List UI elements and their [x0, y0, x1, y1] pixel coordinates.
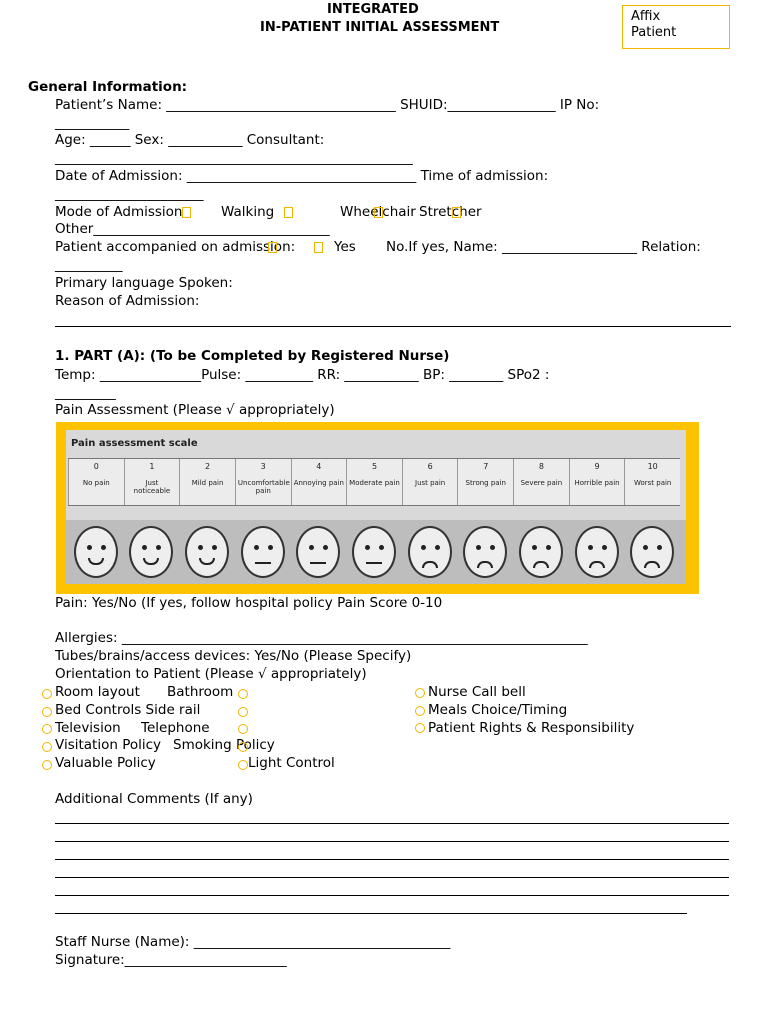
- face-eye: [156, 545, 161, 550]
- affix-label: Affix Patient: [631, 9, 677, 40]
- meals-choice: Meals Choice/Timing: [428, 702, 568, 718]
- telephone-radio[interactable]: [238, 724, 248, 734]
- pain-scale-number: 7: [483, 462, 489, 471]
- mode-stretcher: Stretcher: [419, 204, 482, 220]
- accompanied-yes-checkbox[interactable]: [314, 242, 323, 253]
- face-mouth: [589, 561, 605, 568]
- pain-faces-row: [66, 520, 686, 584]
- pain-face-icon: [129, 526, 173, 578]
- meals-radio[interactable]: [415, 706, 425, 716]
- allergies-line[interactable]: Allergies: _____________________________________________________________________: [55, 630, 588, 646]
- face-eye: [142, 545, 147, 550]
- face-eye: [212, 545, 217, 550]
- face-mouth: [422, 561, 438, 568]
- pain-assessment-label: Pain Assessment (Please √ appropriately): [55, 402, 335, 418]
- pain-face-icon: [630, 526, 674, 578]
- pain-scale-label: Horrible pain: [574, 479, 620, 487]
- face-eye: [87, 545, 92, 550]
- face-eye: [309, 545, 314, 550]
- bathroom-radio[interactable]: [238, 689, 248, 699]
- pain-scale-table: [68, 458, 680, 506]
- face-eye: [198, 545, 203, 550]
- pain-scale-label: Worst pain: [633, 479, 672, 487]
- face-mouth: [533, 561, 549, 568]
- pain-scale-label: Just noticeable: [133, 479, 171, 495]
- mode-walking: Walking: [221, 204, 275, 220]
- face-eye: [421, 545, 426, 550]
- form-title-line2: IN-PATIENT INITIAL ASSESSMENT: [260, 20, 500, 35]
- pain-yes-no-line: Pain: Yes/No (If yes, follow hospital policy Pain Score 0-10: [55, 595, 443, 611]
- pain-scale-cell[interactable]: [513, 459, 569, 505]
- bathroom: Bathroom: [167, 684, 234, 700]
- comment-line-2[interactable]: [55, 841, 729, 842]
- age-sex-line[interactable]: Age: ______ Sex: ___________ Consultant:: [55, 132, 325, 148]
- comment-line-6[interactable]: [55, 913, 687, 914]
- part-a-heading: 1. PART (A): (To be Completed by Registered Nurse): [55, 348, 450, 364]
- face-eye: [546, 545, 551, 550]
- face-eye: [435, 545, 440, 550]
- wheelchair-checkbox[interactable]: [374, 207, 383, 218]
- pain-scale-cell[interactable]: [291, 459, 347, 505]
- pain-face-icon: [352, 526, 396, 578]
- pain-scale-number: 8: [538, 462, 544, 471]
- face-eye: [532, 545, 537, 550]
- face-mouth: [644, 561, 660, 568]
- staff-nurse-line[interactable]: Staff Nurse (Name): ______________________________________: [55, 934, 451, 950]
- television-radio[interactable]: [42, 724, 52, 734]
- ip-no-line[interactable]: ___________: [55, 115, 130, 131]
- pain-face-icon: [296, 526, 340, 578]
- pain-scale-cell[interactable]: [624, 459, 680, 505]
- valuable-policy: Valuable Policy: [55, 755, 156, 771]
- light-radio[interactable]: [238, 760, 248, 770]
- visitation-radio[interactable]: [42, 742, 52, 752]
- affix-patient-label-box: [622, 5, 730, 49]
- pain-scale-title: Pain assessment scale: [71, 438, 198, 449]
- pain-scale-label: Strong pain: [465, 479, 506, 487]
- pain-scale-cell[interactable]: [179, 459, 235, 505]
- pain-scale-number: 1: [149, 462, 155, 471]
- accompanied-name-relation[interactable]: No.If yes, Name: ____________________ Relation:: [386, 239, 701, 255]
- pain-scale-number: 5: [371, 462, 378, 471]
- accompanied-label: Patient accompanied on admission:: [55, 239, 296, 255]
- reason-admission: Reason of Admission:: [55, 293, 200, 309]
- pain-scale-number: 10: [647, 462, 658, 471]
- pain-face-icon: [519, 526, 563, 578]
- bed-controls: Bed Controls Side rail: [55, 702, 201, 718]
- comment-line-1[interactable]: [55, 823, 729, 824]
- face-mouth: [88, 558, 104, 565]
- pain-scale-number: 2: [205, 462, 211, 471]
- pain-scale-cell[interactable]: [124, 459, 180, 505]
- telephone: Telephone: [141, 720, 210, 736]
- relation-line[interactable]: __________: [55, 257, 123, 273]
- pain-scale-label: Mild pain: [191, 479, 224, 487]
- face-mouth: [366, 562, 382, 564]
- room-layout-radio[interactable]: [42, 689, 52, 699]
- pain-scale-cell[interactable]: [402, 459, 458, 505]
- face-eye: [490, 545, 495, 550]
- accompanied-checkbox-1[interactable]: [268, 242, 277, 253]
- vitals-line[interactable]: Temp: _______________Pulse: __________ RR: ___________ BP: ________ SPo2 :: [55, 367, 550, 383]
- face-mouth: [310, 562, 326, 564]
- comment-line-3[interactable]: [55, 859, 729, 860]
- comment-line-4[interactable]: [55, 877, 729, 878]
- room-layout: Room layout: [55, 684, 140, 700]
- consultant-line[interactable]: _____________________________________________________: [55, 150, 413, 166]
- time-admission-line[interactable]: ______________________: [55, 186, 204, 202]
- visitation-policy: Visitation Policy: [55, 737, 162, 753]
- reason-rule[interactable]: [55, 326, 731, 327]
- mode-wheelchair: Wheelchair: [340, 204, 416, 220]
- pain-scale-cell[interactable]: [457, 459, 513, 505]
- pain-scale-image: [66, 430, 686, 584]
- pain-scale-label: Uncomfortable pain: [237, 479, 290, 495]
- side-rail-radio[interactable]: [238, 707, 248, 717]
- pain-scale-number: 3: [260, 462, 266, 471]
- pain-scale-cell[interactable]: [68, 459, 124, 505]
- stretcher-checkbox[interactable]: [452, 207, 461, 218]
- face-eye: [379, 545, 384, 550]
- form-title-line1: INTEGRATED: [327, 2, 419, 17]
- pain-scale-label: No pain: [82, 479, 110, 487]
- pain-scale-cell[interactable]: [235, 459, 291, 505]
- light-control: Light Control: [248, 755, 335, 771]
- pain-face-icon: [408, 526, 452, 578]
- pain-scale-number: 4: [316, 462, 322, 471]
- mode-admission-label: Mode of Admission: [55, 204, 183, 220]
- face-eye: [268, 545, 273, 550]
- face-eye: [588, 545, 593, 550]
- pain-scale-number: 9: [594, 462, 600, 471]
- comment-line-5[interactable]: [55, 895, 729, 896]
- rights-radio[interactable]: [415, 723, 425, 733]
- pain-face-icon: [575, 526, 619, 578]
- face-eye: [365, 545, 370, 550]
- pain-scale-number: 6: [427, 462, 433, 471]
- face-eye: [643, 545, 648, 550]
- date-admission-line[interactable]: Date of Admission: __________________________________ Time of admission:: [55, 168, 549, 184]
- orientation-label: Orientation to Patient (Please √ appropriately): [55, 666, 367, 682]
- face-eye: [101, 545, 106, 550]
- mode-checkbox-1[interactable]: [182, 207, 191, 218]
- face-eye: [323, 545, 328, 550]
- face-eye: [657, 545, 662, 550]
- pain-scale-number: 0: [93, 462, 99, 471]
- general-info-heading: General Information:: [28, 79, 188, 95]
- pain-face-icon: [74, 526, 118, 578]
- pain-scale-label: Just pain: [415, 479, 446, 487]
- patient-rights: Patient Rights & Responsibility: [428, 720, 635, 736]
- nurse-call-bell: Nurse Call bell: [428, 684, 526, 700]
- pain-scale-label: Severe pain: [520, 479, 563, 487]
- smoking-radio[interactable]: [238, 742, 248, 752]
- primary-language: Primary language Spoken:: [55, 275, 233, 291]
- smoking-policy: Smoking Policy: [173, 737, 275, 753]
- additional-comments-label: Additional Comments (If any): [55, 791, 253, 807]
- face-eye: [602, 545, 607, 550]
- face-mouth: [199, 558, 215, 565]
- signature-line[interactable]: Signature:________________________: [55, 952, 287, 968]
- patient-name-line[interactable]: Patient’s Name: __________________________________ SHUID:________________ IP No:: [55, 97, 600, 113]
- tubes-line: Tubes/brains/access devices: Yes/No (Please Specify): [55, 648, 412, 664]
- accompanied-yes: Yes: [334, 239, 356, 255]
- mode-other-line[interactable]: Other___________________________________: [55, 221, 330, 237]
- pain-scale-cell[interactable]: [569, 459, 625, 505]
- pain-scale-label: Annoying pain: [293, 479, 344, 487]
- television: Television: [55, 720, 121, 736]
- pain-scale-cell[interactable]: [346, 459, 402, 505]
- face-mouth: [255, 562, 271, 564]
- nurse-call-radio[interactable]: [415, 688, 425, 698]
- face-mouth: [477, 561, 493, 568]
- pain-scale-frame: [56, 422, 699, 594]
- pain-scale-label: Moderate pain: [349, 479, 400, 487]
- face-eye: [476, 545, 481, 550]
- spo2-line[interactable]: _________: [55, 385, 116, 401]
- face-mouth: [143, 558, 159, 565]
- walking-checkbox[interactable]: [284, 207, 293, 218]
- pain-face-icon: [463, 526, 507, 578]
- valuable-radio[interactable]: [42, 760, 52, 770]
- face-eye: [254, 545, 259, 550]
- pain-face-icon: [241, 526, 285, 578]
- bed-controls-radio[interactable]: [42, 707, 52, 717]
- pain-face-icon: [185, 526, 229, 578]
